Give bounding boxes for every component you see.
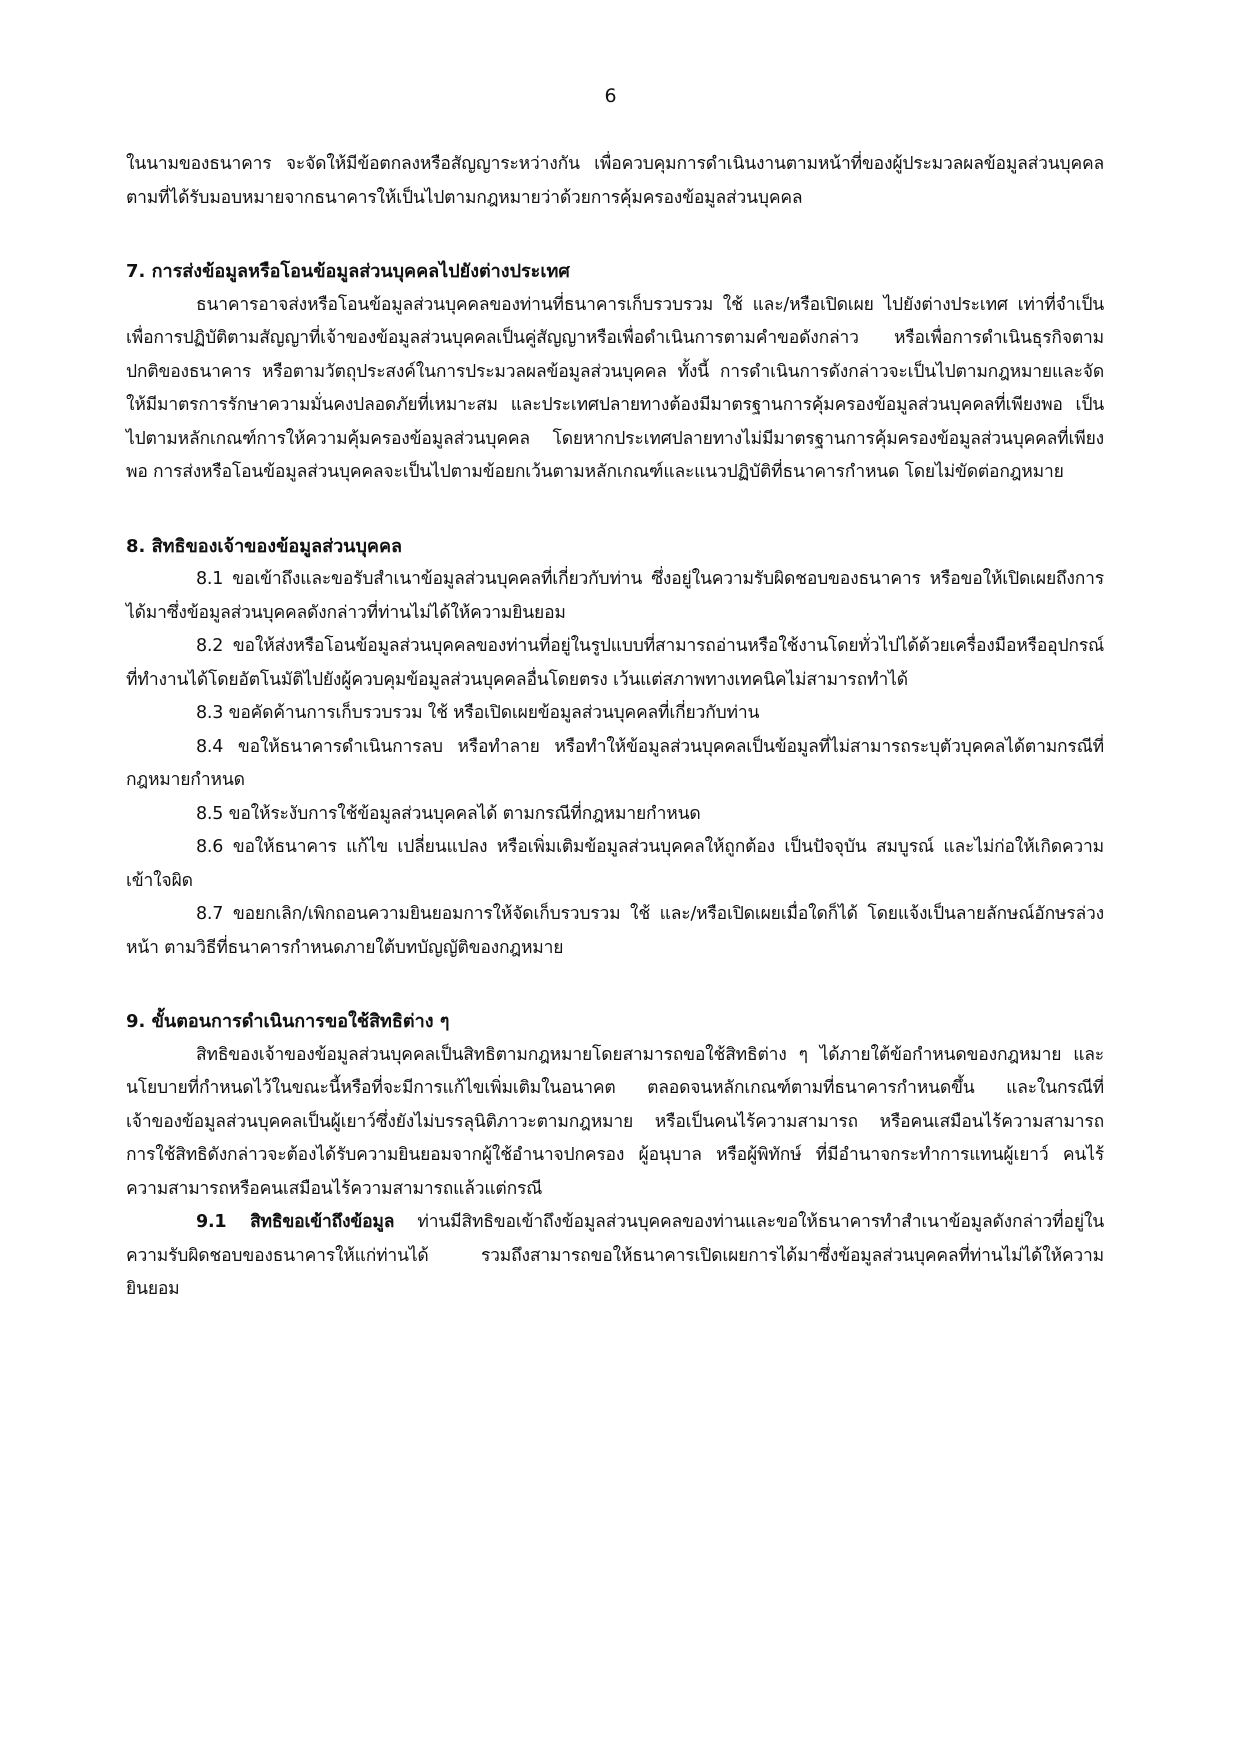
section-9-1-body: ท่านมีสิทธิขอเข้าถึงข้อมูลส่วนบุคคลของท่านและขอให้ธนาคารทำสำเนาข้อมูลดังกล่าวที่อยู่ในความรับผิดชอบของธนาคารให้แก่ท่านได้ รวมถึงสามารถขอให้ธนาคารเปิดเผยการได้มาซึ่งข้อมูลส่วนบุคคลที่ท่านไม่ได้ให้ความยินยอม (126, 1212, 1104, 1299)
section-8-item-4: 8.4 ขอให้ธนาคารดำเนินการลบ หรือทำลาย หรือทำให้ข้อมูลส่วนบุคคลเป็นข้อมูลที่ไม่สามารถระบุตัวบุคคลได้ตามกรณีที่กฎหมายกำหนด (126, 736, 1104, 790)
section-8-item-2: 8.2 ขอให้ส่งหรือโอนข้อมูลส่วนบุคคลของท่านที่อยู่ในรูปแบบที่สามารถอ่านหรือใช้งานโดยทั่วไปได้ด้วยเครื่องมือหรืออุปกรณ์ที่ทำงานได้โดยอัตโนมัติไปยังผู้ควบคุมข้อมูลส่วนบุคคลอื่นโดยตรง เว้นแต่สภาพทางเทคนิคไม่สามารถทำได้ (126, 636, 1104, 690)
intro-paragraph: ในนามของธนาคาร จะจัดให้มีข้อตกลงหรือสัญญาระหว่างกัน เพื่อควบคุมการดำเนินงานตามหน้าที่ของผู้ประมวลผลข้อมูลส่วนบุคคลตามที่ได้รับมอบหมายจากธนาคารให้เป็นไปตามกฎหมายว่าด้วยการคุ้มครองข้อมูลส่วนบุคคล (126, 154, 1104, 208)
section-8-item-3: 8.3 ขอคัดค้านการเก็บรวบรวม ใช้ หรือเปิดเผยข้อมูลส่วนบุคคลที่เกี่ยวกับท่าน (196, 703, 760, 723)
section-8-heading: 8. สิทธิของเจ้าของข้อมูลส่วนบุคคล (126, 535, 403, 557)
section-8-item-5: 8.5 ขอให้ระงับการใช้ข้อมูลส่วนบุคคลได้ ตามกรณีที่กฎหมายกำหนด (196, 803, 701, 824)
section-9-body: สิทธิของเจ้าของข้อมูลส่วนบุคคลเป็นสิทธิตามกฎหมายโดยสามารถขอใช้สิทธิต่าง ๆ ได้ภายใต้ข้อกำหนดของกฎหมาย และนโยบายที่กำหนดไว้ในขณะนี้หรือที่จะมีการแก้ไขเพิ่มเติมในอนาคต ตลอดจนหลักเกณฑ์ตามที่ธนาคารกำหนดขึ้น และในกรณีที่เจ้าของข้อมูลส่วนบุคคลเป็นผู้เยาว์ซึ่งยังไม่บรรลุนิติภาวะตามกฎหมาย หรือเป็นคนไร้ความสามารถ หรือคนเสมือนไร้ความสามารถ การใช้สิทธิดังกล่าวจะต้องได้รับความยินยอมจากผู้ใช้อำนาจปกครอง ผู้อนุบาล หรือผู้พิทักษ์ ที่มีอำนาจกระทำการแทนผู้เยาว์ คนไร้ความสามารถหรือคนเสมือนไร้ความสามารถแล้วแต่กรณี (126, 1044, 1104, 1199)
section-9-heading: 9. ขั้นตอนการดำเนินการขอใช้สิทธิต่าง ๆ (126, 1011, 450, 1032)
page-number: 6 (604, 85, 617, 107)
section-9-1-heading: 9.1 สิทธิขอเข้าถึงข้อมูล (196, 1212, 395, 1232)
section-8-item-6: 8.6 ขอให้ธนาคาร แก้ไข เปลี่ยนแปลง หรือเพิ่มเติมข้อมูลส่วนบุคคลให้ถูกต้อง เป็นปัจจุบัน สมบูรณ์ และไม่ก่อให้เกิดความเข้าใจผิด (126, 837, 1104, 891)
section-9-1-paragraph (126, 1206, 1104, 1307)
section-7-heading: 7. การส่งข้อมูลหรือโอนข้อมูลส่วนบุคคลไปยังต่างประเทศ (126, 261, 570, 282)
section-8-item-7: 8.7 ขอยกเลิก/เพิกถอนความยินยอมการให้จัดเก็บรวบรวม ใช้ และ/หรือเปิดเผยเมื่อใดก็ได้ โดยแจ้งเป็นลายลักษณ์อักษรล่วงหน้า ตามวิธีที่ธนาคารกำหนดภายใต้บทบัญญัติของกฎหมาย (126, 904, 1104, 958)
page-content (126, 148, 1104, 1307)
section-8-item-1: 8.1 ขอเข้าถึงและขอรับสำเนาข้อมูลส่วนบุคคลที่เกี่ยวกับท่าน ซึ่งอยู่ในความรับผิดชอบของธนาคาร หรือขอให้เปิดเผยถึงการได้มาซึ่งข้อมูลส่วนบุคคลดังกล่าวที่ท่านไม่ได้ให้ความยินยอม (126, 569, 1104, 623)
section-7-body: ธนาคารอาจส่งหรือโอนข้อมูลส่วนบุคคลของท่านที่ธนาคารเก็บรวบรวม ใช้ และ/หรือเปิดเผย ไปยังต่างประเทศ เท่าที่จำเป็นเพื่อการปฏิบัติตามสัญญาที่เจ้าของข้อมูลส่วนบุคคลเป็นคู่สัญญาหรือเพื่อดำเนินการตามคำขอดังกล่าว หรือเพื่อการดำเนินธุรกิจตามปกติของธนาคาร หรือตามวัตถุประสงค์ในการประมวลผลข้อมูลส่วนบุคคล ทั้งนี้ การดำเนินการดังกล่าวจะเป็นไปตามกฎหมายและจัดให้มีมาตรการรักษาความมั่นคงปลอดภัยที่เหมาะสม และประเทศปลายทางต้องมีมาตรฐานการคุ้มครองข้อมูลส่วนบุคคลที่เพียงพอ เป็นไปตามหลักเกณฑ์การให้ความคุ้มครองข้อมูลส่วนบุคคล โดยหากประเทศปลายทางไม่มีมาตรฐานการคุ้มครองข้อมูลส่วนบุคคลที่เพียงพอ การส่งหรือโอนข้อมูลส่วนบุคคลจะเป็นไปตามข้อยกเว้นตามหลักเกณฑ์และแนวปฏิบัติที่ธนาคารกำหนด โดยไม่ขัดต่อกฎหมาย (126, 294, 1104, 482)
